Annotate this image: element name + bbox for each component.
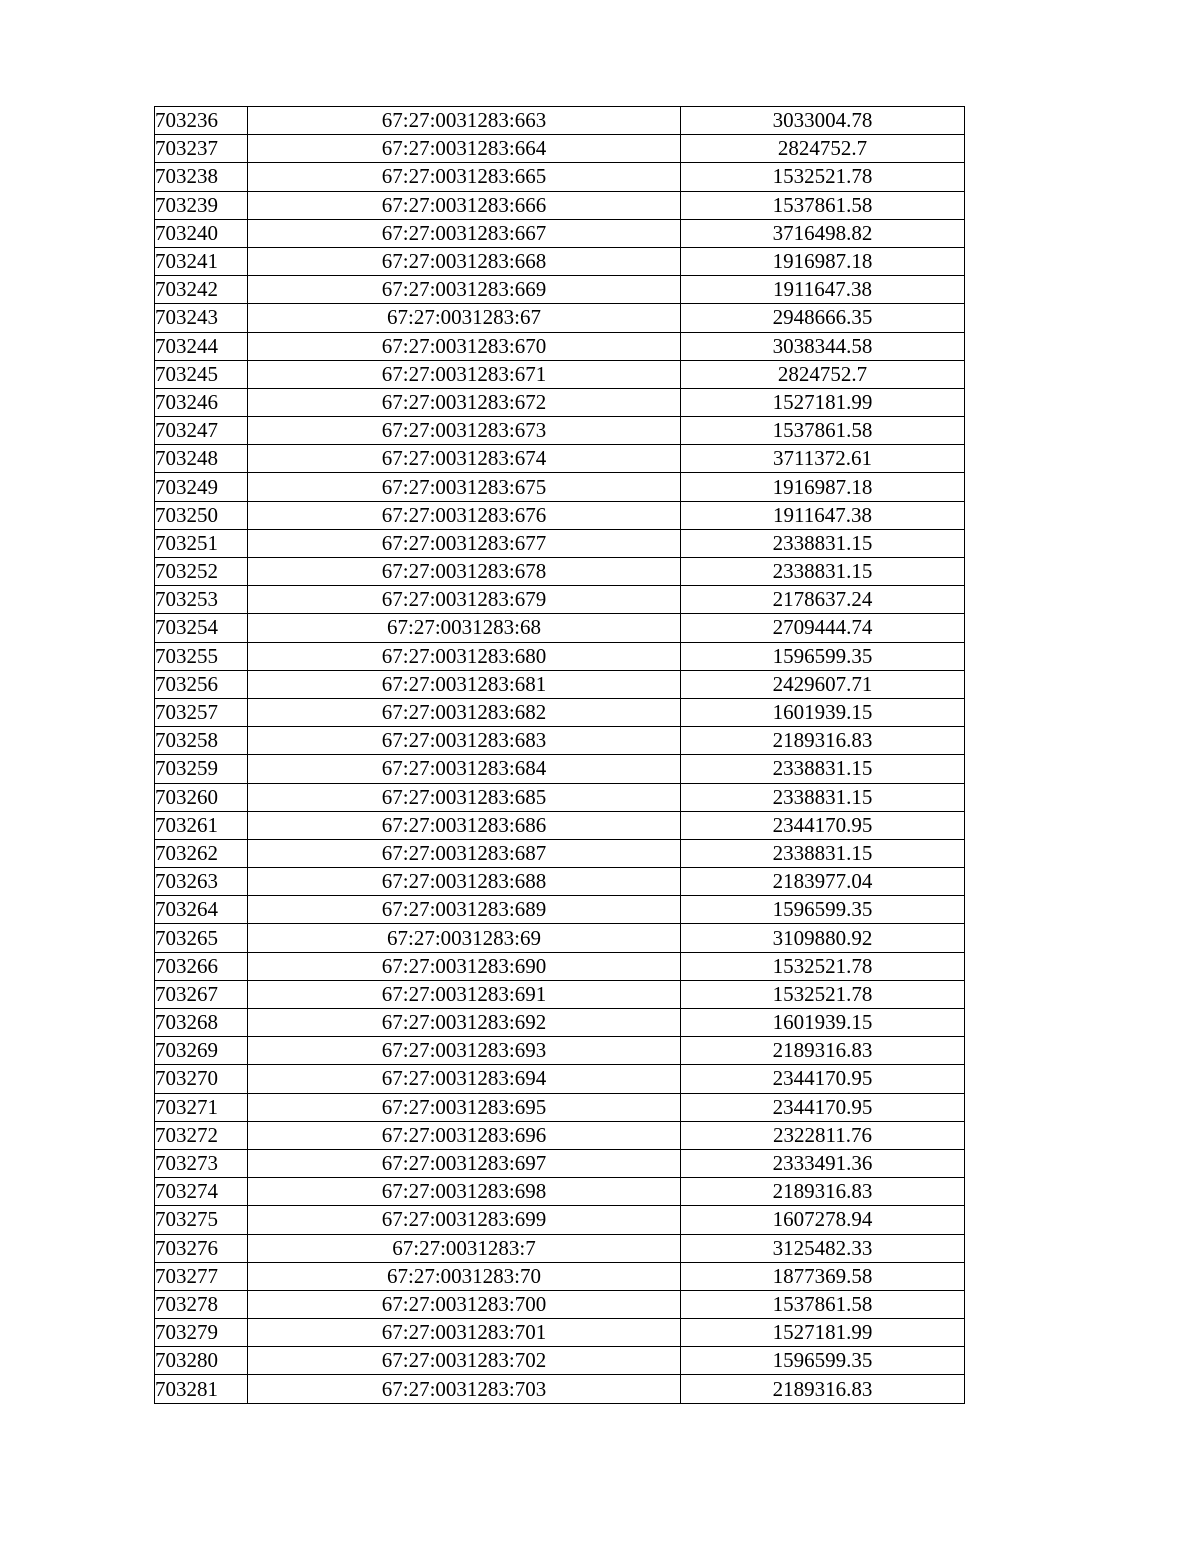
table-body (155, 107, 965, 1404)
row-number-cell: 703258 (155, 727, 248, 755)
cadastral-number-cell: 67:27:0031283:697 (248, 1149, 681, 1177)
row-number-cell: 703267 (155, 980, 248, 1008)
table-row (155, 360, 965, 388)
row-number-cell: 703254 (155, 614, 248, 642)
cadastral-number-cell: 67:27:0031283:698 (248, 1178, 681, 1206)
cadastral-value-cell: 2322811.76 (681, 1121, 965, 1149)
table-row (155, 219, 965, 247)
row-number-cell: 703272 (155, 1121, 248, 1149)
table-row (155, 558, 965, 586)
table-row (155, 1037, 965, 1065)
row-number-cell: 703236 (155, 107, 248, 135)
cadastral-number-cell: 67:27:0031283:664 (248, 135, 681, 163)
cadastral-number-cell: 67:27:0031283:69 (248, 924, 681, 952)
cadastral-value-cell: 1532521.78 (681, 952, 965, 980)
cadastral-number-cell: 67:27:0031283:693 (248, 1037, 681, 1065)
table-row (155, 107, 965, 135)
row-number-cell: 703247 (155, 417, 248, 445)
cadastral-value-cell: 1607278.94 (681, 1206, 965, 1234)
cadastral-number-cell: 67:27:0031283:673 (248, 417, 681, 445)
table-row (155, 1093, 965, 1121)
cadastral-number-cell: 67:27:0031283:676 (248, 501, 681, 529)
cadastral-value-cell: 3716498.82 (681, 219, 965, 247)
row-number-cell: 703255 (155, 642, 248, 670)
table-row (155, 698, 965, 726)
table-row (155, 614, 965, 642)
table-row (155, 388, 965, 416)
cadastral-number-cell: 67:27:0031283:669 (248, 276, 681, 304)
table-row (155, 501, 965, 529)
cadastral-number-cell: 67:27:0031283:689 (248, 896, 681, 924)
row-number-cell: 703262 (155, 839, 248, 867)
row-number-cell: 703281 (155, 1375, 248, 1403)
cadastral-number-cell: 67:27:0031283:700 (248, 1290, 681, 1318)
table-row (155, 783, 965, 811)
table-row (155, 473, 965, 501)
cadastral-number-cell: 67:27:0031283:691 (248, 980, 681, 1008)
cadastral-value-cell: 1916987.18 (681, 473, 965, 501)
cadastral-number-cell: 67:27:0031283:665 (248, 163, 681, 191)
table-row (155, 1178, 965, 1206)
table-row (155, 417, 965, 445)
cadastral-value-cell: 3038344.58 (681, 332, 965, 360)
row-number-cell: 703277 (155, 1262, 248, 1290)
cadastral-value-cell: 1537861.58 (681, 417, 965, 445)
cadastral-number-cell: 67:27:0031283:682 (248, 698, 681, 726)
cadastral-value-cell: 2189316.83 (681, 1037, 965, 1065)
table-row (155, 304, 965, 332)
row-number-cell: 703240 (155, 219, 248, 247)
cadastral-value-cell: 1532521.78 (681, 163, 965, 191)
cadastral-number-cell: 67:27:0031283:690 (248, 952, 681, 980)
table-row (155, 332, 965, 360)
cadastral-value-cell: 1537861.58 (681, 191, 965, 219)
cadastral-number-cell: 67:27:0031283:663 (248, 107, 681, 135)
row-number-cell: 703259 (155, 755, 248, 783)
cadastral-value-table (154, 106, 965, 1404)
row-number-cell: 703260 (155, 783, 248, 811)
row-number-cell: 703252 (155, 558, 248, 586)
row-number-cell: 703238 (155, 163, 248, 191)
row-number-cell: 703270 (155, 1065, 248, 1093)
row-number-cell: 703237 (155, 135, 248, 163)
cadastral-value-cell: 1916987.18 (681, 247, 965, 275)
table-row (155, 670, 965, 698)
cadastral-value-cell: 2338831.15 (681, 755, 965, 783)
table-row (155, 839, 965, 867)
cadastral-value-cell: 1527181.99 (681, 1319, 965, 1347)
table-row (155, 727, 965, 755)
row-number-cell: 703273 (155, 1149, 248, 1177)
table-row (155, 1347, 965, 1375)
row-number-cell: 703243 (155, 304, 248, 332)
table-row (155, 924, 965, 952)
cadastral-value-cell: 2429607.71 (681, 670, 965, 698)
cadastral-value-cell: 2338831.15 (681, 839, 965, 867)
cadastral-number-cell: 67:27:0031283:671 (248, 360, 681, 388)
cadastral-number-cell: 67:27:0031283:668 (248, 247, 681, 275)
row-number-cell: 703242 (155, 276, 248, 304)
cadastral-value-cell: 2189316.83 (681, 727, 965, 755)
cadastral-value-cell: 1596599.35 (681, 896, 965, 924)
row-number-cell: 703263 (155, 868, 248, 896)
cadastral-number-cell: 67:27:0031283:684 (248, 755, 681, 783)
cadastral-number-cell: 67:27:0031283:677 (248, 529, 681, 557)
table-row (155, 191, 965, 219)
cadastral-number-cell: 67:27:0031283:686 (248, 811, 681, 839)
cadastral-number-cell: 67:27:0031283:702 (248, 1347, 681, 1375)
cadastral-value-cell: 2338831.15 (681, 558, 965, 586)
row-number-cell: 703250 (155, 501, 248, 529)
cadastral-number-cell: 67:27:0031283:674 (248, 445, 681, 473)
row-number-cell: 703241 (155, 247, 248, 275)
cadastral-number-cell: 67:27:0031283:666 (248, 191, 681, 219)
cadastral-value-cell: 1877369.58 (681, 1262, 965, 1290)
cadastral-value-cell: 3711372.61 (681, 445, 965, 473)
cadastral-value-cell: 2183977.04 (681, 868, 965, 896)
cadastral-number-cell: 67:27:0031283:67 (248, 304, 681, 332)
row-number-cell: 703239 (155, 191, 248, 219)
cadastral-value-cell: 1601939.15 (681, 1009, 965, 1037)
table-row (155, 586, 965, 614)
table-row (155, 896, 965, 924)
cadastral-value-cell: 2824752.7 (681, 135, 965, 163)
cadastral-number-cell: 67:27:0031283:675 (248, 473, 681, 501)
row-number-cell: 703257 (155, 698, 248, 726)
row-number-cell: 703275 (155, 1206, 248, 1234)
row-number-cell: 703271 (155, 1093, 248, 1121)
table-row (155, 1009, 965, 1037)
row-number-cell: 703245 (155, 360, 248, 388)
table-row (155, 755, 965, 783)
row-number-cell: 703279 (155, 1319, 248, 1347)
cadastral-value-cell: 2338831.15 (681, 783, 965, 811)
row-number-cell: 703268 (155, 1009, 248, 1037)
cadastral-value-cell: 1527181.99 (681, 388, 965, 416)
cadastral-value-cell: 2344170.95 (681, 1065, 965, 1093)
cadastral-number-cell: 67:27:0031283:695 (248, 1093, 681, 1121)
cadastral-number-cell: 67:27:0031283:694 (248, 1065, 681, 1093)
cadastral-number-cell: 67:27:0031283:687 (248, 839, 681, 867)
cadastral-number-cell: 67:27:0031283:696 (248, 1121, 681, 1149)
cadastral-value-cell: 2824752.7 (681, 360, 965, 388)
table-row (155, 952, 965, 980)
row-number-cell: 703256 (155, 670, 248, 698)
table-row (155, 1290, 965, 1318)
cadastral-number-cell: 67:27:0031283:703 (248, 1375, 681, 1403)
row-number-cell: 703253 (155, 586, 248, 614)
cadastral-number-cell: 67:27:0031283:680 (248, 642, 681, 670)
cadastral-number-cell: 67:27:0031283:683 (248, 727, 681, 755)
cadastral-number-cell: 67:27:0031283:699 (248, 1206, 681, 1234)
table-row (155, 276, 965, 304)
table-row (155, 1319, 965, 1347)
cadastral-value-cell: 2189316.83 (681, 1375, 965, 1403)
cadastral-value-cell: 1596599.35 (681, 1347, 965, 1375)
table-row (155, 1206, 965, 1234)
table-row (155, 135, 965, 163)
cadastral-number-cell: 67:27:0031283:68 (248, 614, 681, 642)
table-row (155, 1262, 965, 1290)
table-row (155, 1149, 965, 1177)
cadastral-number-cell: 67:27:0031283:685 (248, 783, 681, 811)
cadastral-number-cell: 67:27:0031283:688 (248, 868, 681, 896)
cadastral-number-cell: 67:27:0031283:670 (248, 332, 681, 360)
cadastral-value-cell: 3125482.33 (681, 1234, 965, 1262)
cadastral-value-cell: 2338831.15 (681, 529, 965, 557)
table-row (155, 529, 965, 557)
cadastral-number-cell: 67:27:0031283:667 (248, 219, 681, 247)
row-number-cell: 703280 (155, 1347, 248, 1375)
table-row (155, 247, 965, 275)
cadastral-value-cell: 1532521.78 (681, 980, 965, 1008)
row-number-cell: 703261 (155, 811, 248, 839)
cadastral-value-cell: 1911647.38 (681, 276, 965, 304)
cadastral-value-cell: 2344170.95 (681, 1093, 965, 1121)
cadastral-value-cell: 2948666.35 (681, 304, 965, 332)
row-number-cell: 703266 (155, 952, 248, 980)
table-row (155, 980, 965, 1008)
table-row (155, 1234, 965, 1262)
cadastral-value-cell: 2709444.74 (681, 614, 965, 642)
row-number-cell: 703278 (155, 1290, 248, 1318)
row-number-cell: 703249 (155, 473, 248, 501)
table-row (155, 163, 965, 191)
table-row (155, 1065, 965, 1093)
cadastral-number-cell: 67:27:0031283:7 (248, 1234, 681, 1262)
cadastral-number-cell: 67:27:0031283:681 (248, 670, 681, 698)
table-row (155, 868, 965, 896)
cadastral-number-cell: 67:27:0031283:678 (248, 558, 681, 586)
cadastral-value-cell: 1596599.35 (681, 642, 965, 670)
row-number-cell: 703248 (155, 445, 248, 473)
cadastral-number-cell: 67:27:0031283:672 (248, 388, 681, 416)
cadastral-value-cell: 2189316.83 (681, 1178, 965, 1206)
cadastral-value-cell: 3033004.78 (681, 107, 965, 135)
table-row (155, 811, 965, 839)
row-number-cell: 703244 (155, 332, 248, 360)
cadastral-number-cell: 67:27:0031283:692 (248, 1009, 681, 1037)
row-number-cell: 703265 (155, 924, 248, 952)
row-number-cell: 703269 (155, 1037, 248, 1065)
row-number-cell: 703264 (155, 896, 248, 924)
cadastral-value-cell: 1537861.58 (681, 1290, 965, 1318)
table-row (155, 642, 965, 670)
row-number-cell: 703251 (155, 529, 248, 557)
table-row (155, 1121, 965, 1149)
table-row (155, 1375, 965, 1403)
table-row (155, 445, 965, 473)
cadastral-value-cell: 3109880.92 (681, 924, 965, 952)
cadastral-value-cell: 2344170.95 (681, 811, 965, 839)
cadastral-value-cell: 2333491.36 (681, 1149, 965, 1177)
cadastral-number-cell: 67:27:0031283:701 (248, 1319, 681, 1347)
cadastral-number-cell: 67:27:0031283:70 (248, 1262, 681, 1290)
cadastral-value-cell: 1601939.15 (681, 698, 965, 726)
row-number-cell: 703246 (155, 388, 248, 416)
cadastral-number-cell: 67:27:0031283:679 (248, 586, 681, 614)
cadastral-value-cell: 1911647.38 (681, 501, 965, 529)
cadastral-value-cell: 2178637.24 (681, 586, 965, 614)
row-number-cell: 703276 (155, 1234, 248, 1262)
row-number-cell: 703274 (155, 1178, 248, 1206)
